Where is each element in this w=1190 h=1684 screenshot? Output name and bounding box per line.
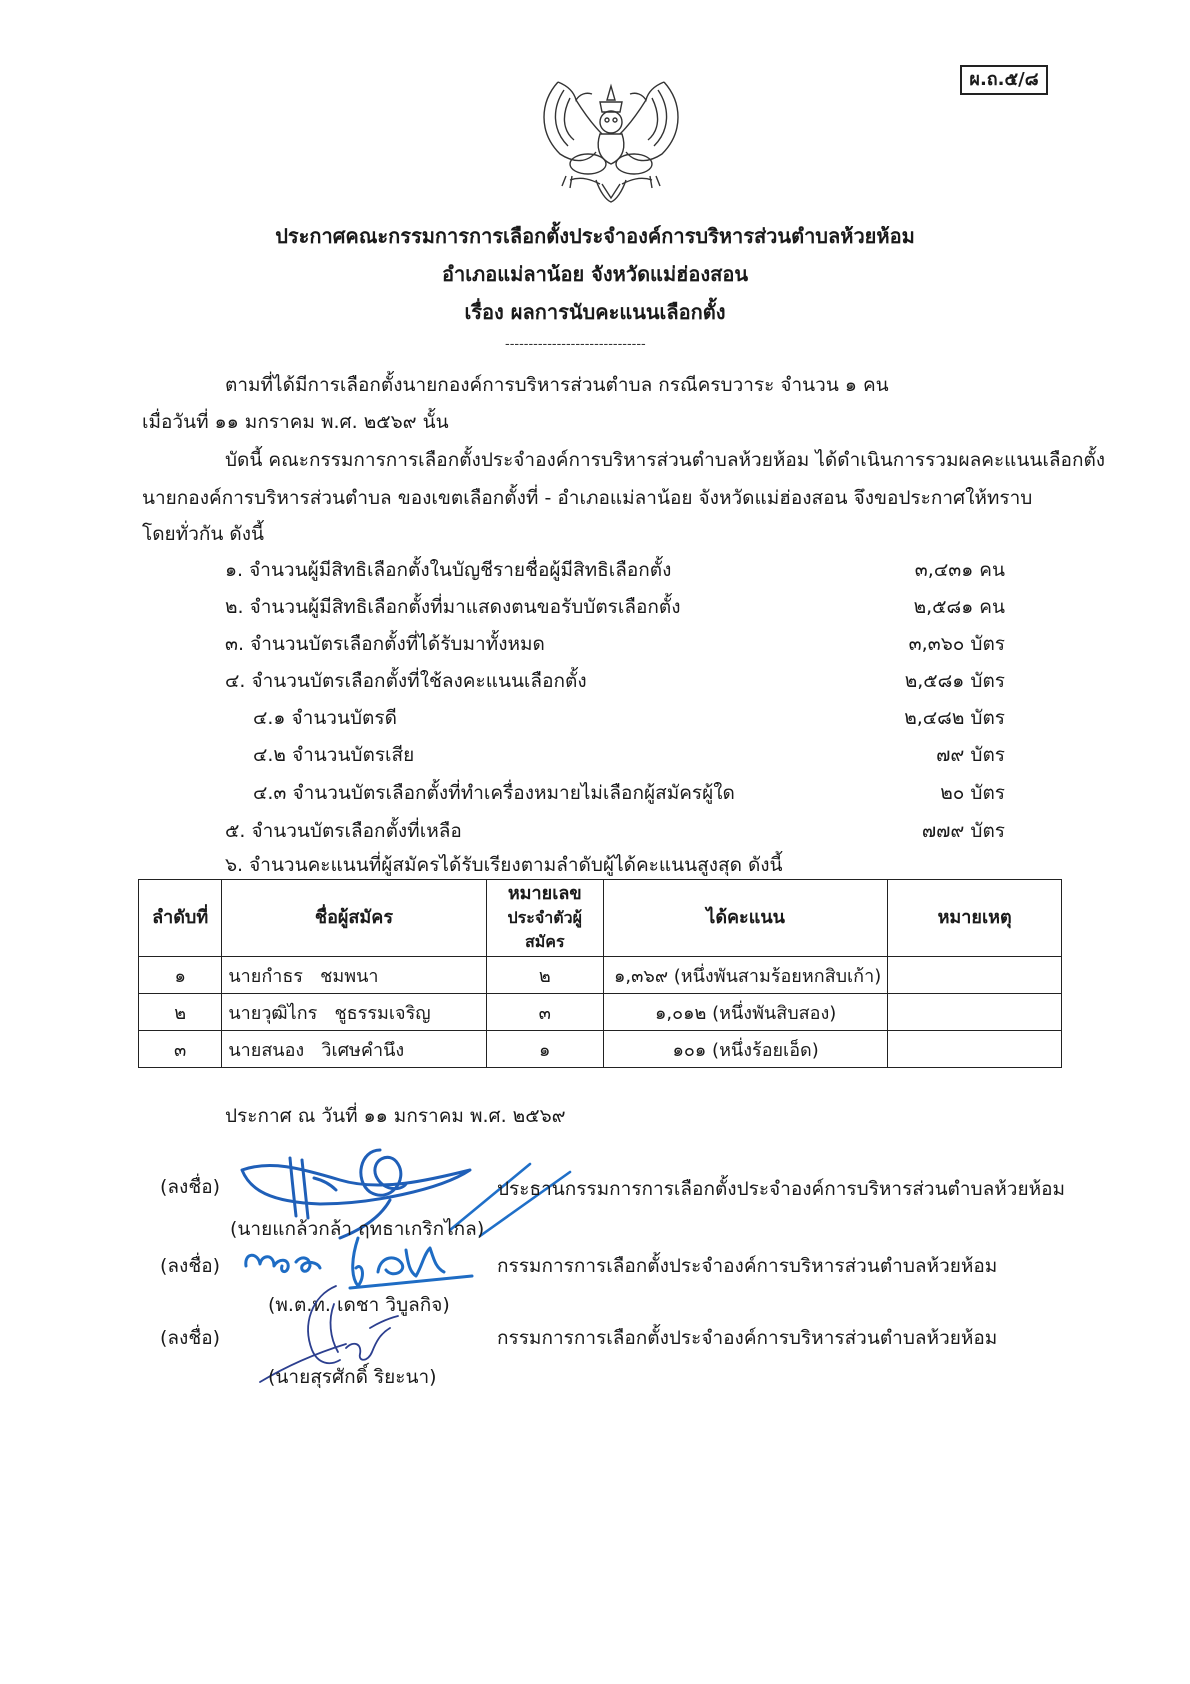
cell-candidate-number: ๓ xyxy=(486,994,604,1031)
stat-item-label: ๒. จำนวนผู้มีสิทธิเลือกตั้งที่มาแสดงตนขอรับบัตรเลือกตั้ง xyxy=(225,596,681,618)
header-candidate-number-line2: ประจำตัวผู้สมัคร xyxy=(507,908,582,951)
subject-line: เรื่อง ผลการนับคะแนนเลือกตั้ง xyxy=(464,300,726,324)
cell-score: ๑๐๑ (หนึ่งร้อยเอ็ด) xyxy=(604,1031,888,1068)
announcement-date: ประกาศ ณ วันที่ ๑๑ มกราคม พ.ศ. ๒๕๖๙ xyxy=(225,1105,566,1127)
stat-subitem-value: ๗๙ บัตร xyxy=(936,744,1005,766)
form-code-badge: ผ.ถ.๕/๘ xyxy=(960,65,1048,95)
header-remarks: หมายเหตุ xyxy=(888,880,1062,957)
signatory-name: (พ.ต.ท. เดชา วิบูลกิจ) xyxy=(268,1294,450,1316)
district-province: อำเภอแม่ลาน้อย จังหวัดแม่ฮ่องสอน xyxy=(441,262,749,286)
cell-score: ๑,๐๑๒ (หนึ่งพันสิบสอง) xyxy=(604,994,888,1031)
header-candidate-number-line1: หมายเลข xyxy=(507,883,582,904)
stat-subitem-label: ๔.๒ จำนวนบัตรเสีย xyxy=(253,744,415,766)
cell-rank: ๑ xyxy=(139,957,222,994)
header-candidate-name: ชื่อผู้สมัคร xyxy=(222,880,486,957)
header-score: ได้คะแนน xyxy=(604,880,888,957)
cell-candidate-name: นายวุฒิไกร ชูธรรมเจริญ xyxy=(222,994,486,1031)
cell-remarks xyxy=(888,1031,1062,1068)
header-candidate-number xyxy=(486,880,604,957)
table-header-row xyxy=(139,880,1062,957)
stat-item-value: ๓,๓๖๐ บัตร xyxy=(908,633,1005,655)
paragraph-2-line-3: โดยทั่วกัน ดังนี้ xyxy=(142,523,265,545)
stat-subitem-value: ๒,๔๘๒ บัตร xyxy=(904,707,1005,729)
stat-subitem-label: ๔.๑ จำนวนบัตรดี xyxy=(253,707,397,729)
stat-item-label: ๕. จำนวนบัตรเลือกตั้งที่เหลือ xyxy=(225,820,462,842)
cell-candidate-number: ๒ xyxy=(486,957,604,994)
table-row xyxy=(139,1031,1062,1068)
cell-candidate-name: นายกำธร ชมพนา xyxy=(222,957,486,994)
header-rank: ลำดับที่ xyxy=(139,880,222,957)
separator-line: ------------------------------ xyxy=(505,337,646,352)
cell-candidate-number: ๑ xyxy=(486,1031,604,1068)
cell-candidate-name: นายสนอง วิเศษคำนึง xyxy=(222,1031,486,1068)
stat-subitem-label: ๔.๓ จำนวนบัตรเลือกตั้งที่ทำเครื่องหมายไม่เลือกผู้สมัครผู้ใด xyxy=(253,782,735,804)
stat-item-value: ๓,๔๓๑ คน xyxy=(914,559,1005,581)
stat-item-value: ๗๗๙ บัตร xyxy=(921,820,1005,842)
signatory-position: กรรมการการเลือกตั้งประจำองค์การบริหารส่วนตำบลห้วยห้อม xyxy=(497,1255,998,1277)
cell-rank: ๓ xyxy=(139,1031,222,1068)
cell-rank: ๒ xyxy=(139,994,222,1031)
cell-remarks xyxy=(888,994,1062,1031)
table-row xyxy=(139,994,1062,1031)
stat-item-label: ๖. จำนวนคะแนนที่ผู้สมัครได้รับเรียงตามลำดับผู้ได้คะแนนสูงสุด ดังนี้ xyxy=(225,854,783,876)
stat-item-value: ๒,๕๘๑ คน xyxy=(913,596,1005,618)
paragraph-1-line-2: เมื่อวันที่ ๑๑ มกราคม พ.ศ. ๒๕๖๙ นั้น xyxy=(142,411,449,433)
stat-item-label: ๑. จำนวนผู้มีสิทธิเลือกตั้งในบัญชีรายชื่อผู้มีสิทธิเลือกตั้ง xyxy=(225,559,672,581)
paragraph-2-line-2: นายกองค์การบริหารส่วนตำบล ของเขตเลือกตั้งที่ - อำเภอแม่ลาน้อย จังหวัดแม่ฮ่องสอน จึงขอประกาศให้ทราบ xyxy=(142,487,1033,509)
stat-item-value: ๒,๕๘๑ บัตร xyxy=(904,670,1005,692)
table-row xyxy=(139,957,1062,994)
stat-subitem-value: ๒๐ บัตร xyxy=(940,782,1005,804)
cell-remarks xyxy=(888,957,1062,994)
results-table xyxy=(138,879,1062,1068)
sign-label: (ลงชื่อ) xyxy=(160,1176,221,1198)
announcement-title: ประกาศคณะกรรมการการเลือกตั้งประจำองค์การบริหารส่วนตำบลห้วยห้อม xyxy=(275,224,915,248)
signatory-name: (นายสุรศักดิ์ ริยะนา) xyxy=(268,1366,437,1388)
signatory-position: กรรมการการเลือกตั้งประจำองค์การบริหารส่วนตำบลห้วยห้อม xyxy=(497,1327,998,1349)
cell-score: ๑,๓๖๙ (หนึ่งพันสามร้อยหกสิบเก้า) xyxy=(604,957,888,994)
paragraph-2-line-1: บัดนี้ คณะกรรมการการเลือกตั้งประจำองค์การบริหารส่วนตำบลห้วยห้อม ได้ดำเนินการรวมผลคะแนนเลือกตั้ง xyxy=(225,449,1106,471)
sign-label: (ลงชื่อ) xyxy=(160,1255,221,1277)
signatory-position: ประธานกรรมการการเลือกตั้งประจำองค์การบริหารส่วนตำบลห้วยห้อม xyxy=(497,1178,1066,1200)
garuda-emblem-icon xyxy=(530,72,692,207)
stat-item-label: ๔. จำนวนบัตรเลือกตั้งที่ใช้ลงคะแนนเลือกตั้ง xyxy=(225,670,587,692)
sign-label: (ลงชื่อ) xyxy=(160,1327,221,1349)
signatory-name: (นายแกล้วกล้า ฤทธาเกริกไกล) xyxy=(230,1218,485,1240)
paragraph-1-line-1: ตามที่ได้มีการเลือกตั้งนายกองค์การบริหารส่วนตำบล กรณีครบวาระ จำนวน ๑ คน xyxy=(225,374,889,396)
stat-item-label: ๓. จำนวนบัตรเลือกตั้งที่ได้รับมาทั้งหมด xyxy=(225,633,545,655)
